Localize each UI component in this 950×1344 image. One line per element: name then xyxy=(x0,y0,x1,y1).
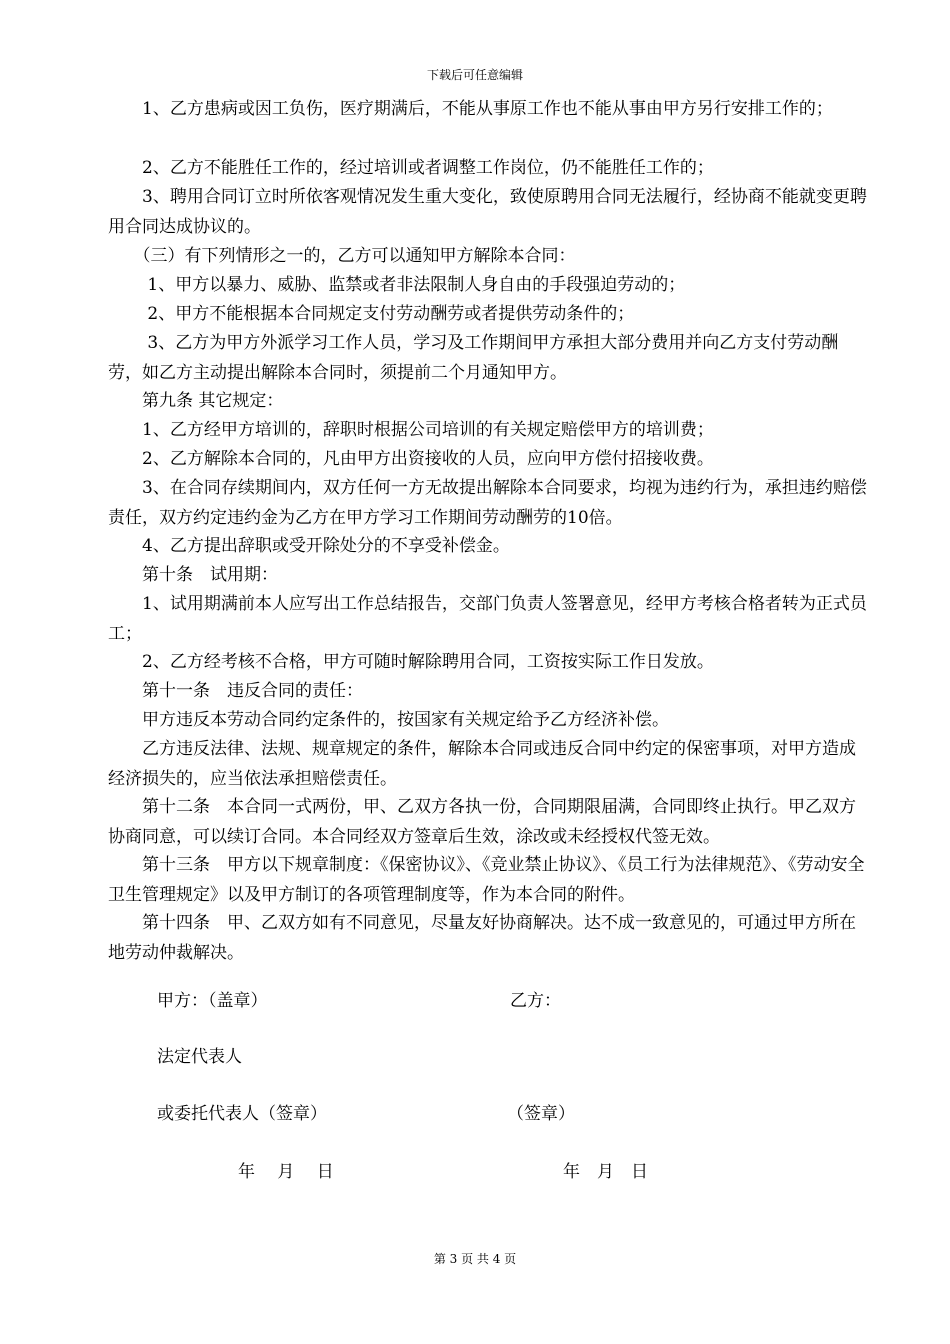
clause-heading: （三）有下列情形之一的，乙方可以通知甲方解除本合同： xyxy=(108,246,576,266)
clause-paragraph: 3、聘用合同订立时所依客观情况发生重大变化，致使原聘用合同无法履行，经协商不能就变更聘用合同达成协议的。 xyxy=(108,187,867,237)
party-a-label: 甲方：（盖章） xyxy=(157,991,268,1011)
article-heading: 第九条 其它规定： xyxy=(108,391,284,411)
clause-paragraph: 2、乙方解除本合同的，凡由甲方出资接收的人员，应向甲方偿付招接收费。 xyxy=(108,449,714,469)
party-b-date: 年 月 日 xyxy=(563,1162,648,1182)
clause-paragraph: 2、乙方不能胜任工作的，经过培训或者调整工作岗位，仍不能胜任工作的； xyxy=(108,158,714,178)
article-paragraph: 第十四条 甲、乙双方如有不同意见，尽量友好协商解决。达不成一致意见的，可通过甲方所在地劳动仲裁解决。 xyxy=(108,913,856,963)
article-heading: 第十一条 违反合同的责任： xyxy=(108,681,363,701)
clause-paragraph: 1、乙方经甲方培训的，辞职时根据公司培训的有关规定赔偿甲方的培训费； xyxy=(108,420,714,440)
clause-paragraph: 1、甲方以暴力、威胁、监禁或者非法限制人身自由的手段强迫劳动的； xyxy=(108,275,686,295)
clause-paragraph: 3、乙方为甲方外派学习工作人员，学习及工作期间甲方承担大部分费用并向乙方支付劳动酬劳，如乙方主动提出解除本合同时，须提前二个月通知甲方。 xyxy=(108,333,839,383)
clause-paragraph: 1、乙方患病或因工负伤，医疗期满后，不能从事原工作也不能从事由甲方另行安排工作的； xyxy=(108,99,833,119)
article-paragraph: 第十三条 甲方以下规章制度：《保密协议》、《竞业禁止协议》、《员工行为法律规范》、《劳动安全卫生管理规定》以及甲方制订的各项管理制度等，作为本合同的附件。 xyxy=(108,855,865,905)
clause-paragraph: 乙方违反法律、法规、规章规定的条件，解除本合同或违反合同中约定的保密事项，对甲方造成经济损失的，应当依法承担赔偿责任。 xyxy=(108,739,856,789)
party-b-signature-label: （签章） xyxy=(507,1104,575,1124)
party-a-date: 年 月 日 xyxy=(238,1162,334,1182)
article-heading: 第十条 试用期： xyxy=(108,565,278,585)
legal-representative-label: 法定代表人 xyxy=(157,1047,242,1067)
page-header: 下载后可任意编辑 xyxy=(426,68,523,82)
clause-paragraph: 甲方违反本劳动合同约定条件的，按国家有关规定给予乙方经济补偿。 xyxy=(108,710,669,730)
authorized-agent-label: 或委托代表人（签章） xyxy=(157,1104,327,1124)
clause-paragraph: 2、乙方经考核不合格，甲方可随时解除聘用合同，工资按实际工作日发放。 xyxy=(108,652,714,672)
party-b-label: 乙方： xyxy=(510,991,561,1011)
clause-paragraph: 4、乙方提出辞职或受开除处分的不享受补偿金。 xyxy=(108,536,510,556)
article-paragraph: 第十二条 本合同一式两份，甲、乙双方各执一份，合同期限届满，合同即终止执行。甲乙双方协商同意，可以续订合同。本合同经双方签章后生效，涂改或未经授权代签无效。 xyxy=(108,797,856,847)
clause-paragraph: 1、试用期满前本人应写出工作总结报告，交部门负责人签署意见，经甲方考核合格者转为正式员工； xyxy=(108,594,867,644)
clause-paragraph: 2、甲方不能根据本合同规定支付劳动酬劳或者提供劳动条件的； xyxy=(108,304,635,324)
clause-paragraph: 3、在合同存续期间内，双方任何一方无故提出解除本合同要求，均视为违约行为，承担违约赔偿责任，双方约定违约金为乙方在甲方学习工作期间劳动酬劳的10倍。 xyxy=(108,478,867,528)
page-footer: 第 3 页 共 4 页 xyxy=(433,1252,517,1266)
